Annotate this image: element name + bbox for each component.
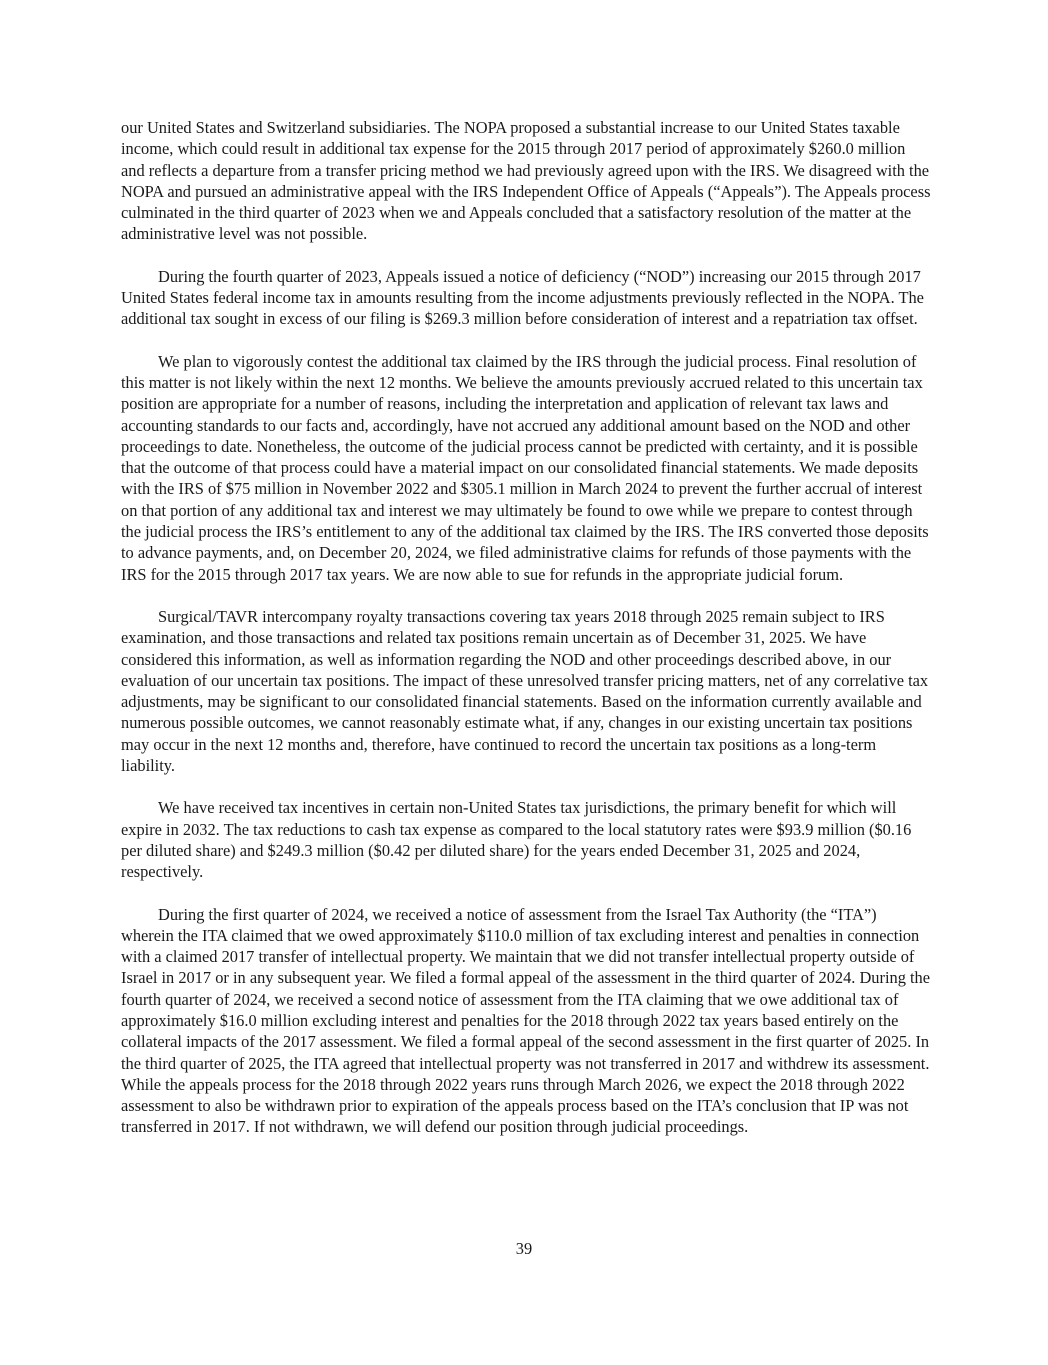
paragraph-notice-of-deficiency: During the fourth quarter of 2023, Appeals issued a notice of deficiency (“NOD”) increasing our 2015 through 2017 United States federal income tax in amounts resulting from the income adjustments previously reflected in the NOPA. The additional tax sought in excess of our filing is $269.3 million before consideration of interest and a repatriation tax offset.: [121, 266, 924, 329]
paragraph-surgical-tavr-royalty: Surgical/TAVR intercompany royalty transactions covering tax years 2018 through 2025 remain subject to IRS examination, and those transactions and related tax positions remain uncertain as of December 31, 2025. We have considered this information, as well as information regarding the NOD and other proceedings described above, in our evaluation of our uncertain tax positions. The impact of these unresolved transfer pricing matters, net of any correlative tax adjustments, may be significant to our consolidated financial statements. Based on the information currently available and numerous possible outcomes, we cannot reasonably estimate what, if any, changes in our existing uncertain tax positions may occur in the next 12 months and, therefore, have continued to record the uncertain tax positions as a long-term liability.: [121, 606, 929, 776]
paragraph-contest-tax-claim: We plan to vigorously contest the additional tax claimed by the IRS through the judicial process. Final resolution of this matter is not likely within the next 12 months. We believe the amounts previously accrued related to this uncertain tax position are appropriate for a number of reasons, including the interpretation and application of relevant tax laws and accounting standards to our facts and, accordingly, have not accrued any additional amount based on the NOD and other proceedings to date. Nonetheless, the outcome of the judicial process cannot be predicted with certainty, and it is possible that the outcome of that process could have a material impact on our consolidated financial statements. We made deposits with the IRS of $75 million in November 2022 and $305.1 million in March 2024 to prevent the further accrual of interest on that portion of any additional tax and interest we may ultimately be found to owe while we prepare to contest through the judicial process the IRS’s entitlement to any of the additional tax claimed by the IRS. The IRS converted those deposits to advance payments, and, on December 20, 2024, we filed administrative claims for refunds of those payments with the IRS for the 2015 through 2017 tax years. We are now able to sue for refunds in the appropriate judicial forum.: [121, 351, 929, 584]
paragraph-israel-tax-authority: During the first quarter of 2024, we received a notice of assessment from the Israel Tax Authority (the “ITA”) wherein the ITA claimed that we owed approximately $110.0 million of tax excluding interest and penalties in connection with a claimed 2017 transfer of intellectual property. We maintain that we did not transfer intellectual property outside of Israel in 2017 or in any subsequent year. We filed a formal appeal of the assessment in the third quarter of 2024. During the fourth quarter of 2024, we received a second notice of assessment from the ITA claiming that we owe additional tax of approximately $16.0 million excluding interest and penalties for the 2018 through 2022 tax years based entirely on the collateral impacts of the 2017 assessment. We filed a formal appeal of the second assessment in the first quarter of 2025. In the third quarter of 2025, the ITA agreed that intellectual property was not transferred in 2017 and withdrew its assessment. While the appeals process for the 2018 through 2022 years runs through March 2026, we expect the 2018 through 2022 assessment to also be withdrawn prior to expiration of the appeals process based on the ITA’s conclusion that IP was not transferred in 2017. If not withdrawn, we will defend our position through judicial proceedings.: [121, 904, 931, 1137]
paragraph-tax-incentives: We have received tax incentives in certain non-United States tax jurisdictions, the primary benefit for which will expire in 2032. The tax reductions to cash tax expense as compared to the local statutory rates were $93.9 million ($0.16 per diluted share) and $249.3 million ($0.42 per diluted share) for the years ended December 31, 2025 and 2024, respectively.: [121, 798, 912, 882]
page-number: 39: [515, 1239, 533, 1258]
paragraph-nopa-continuation: our United States and Switzerland subsidiaries. The NOPA proposed a substantial increase to our United States taxable income, which could result in additional tax expense for the 2015 through 2017 period of approximately $260.0 million and reflects a departure from a transfer pricing method we had previously agreed upon with the IRS. We disagreed with the NOPA and pursued an administrative appeal with the IRS Independent Office of Appeals (“Appeals”). The Appeals process culminated in the third quarter of 2023 when we and Appeals concluded that a satisfactory resolution of the matter at the administrative level was not possible.: [121, 118, 931, 244]
document-body: [121, 117, 931, 1138]
